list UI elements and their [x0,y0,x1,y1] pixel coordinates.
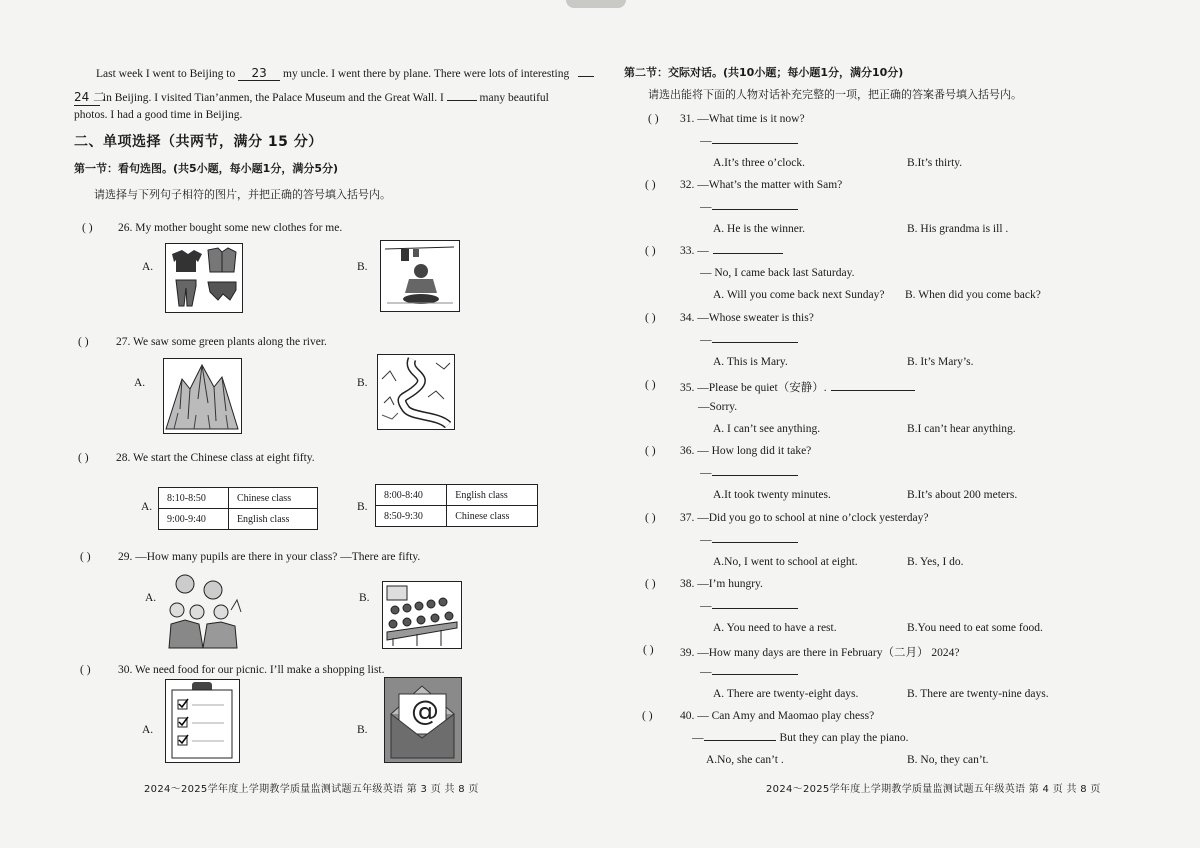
prompt-text: —What time is it now? [697,113,805,125]
question-number: 36. [680,445,695,457]
option-a-label: A. [145,592,157,604]
question-26: 26. My mother bought some new clothes for me. [118,222,343,234]
option-b: B.It’s about 200 meters. [907,489,1018,501]
footer-left: 2024～2025学年度上学期教学质量监测试题五年级英语 第 3 页 共 8 页 [144,784,479,795]
mountains-image [163,358,242,434]
washing-clothes-image [380,240,460,312]
answer-blank [712,342,798,343]
river-image [377,354,455,430]
question-number: 38. [680,578,695,590]
prompt-text: —How many days are there in February（二月） 2024? [697,647,960,659]
option-b: B. There are twenty-nine days. [907,688,1049,700]
question-number: 39. [680,647,695,659]
option-b: B. When did you come back? [905,289,1041,301]
dialog-reply [700,666,798,678]
table-row [159,488,318,509]
answer-paren[interactable]: ( ) [645,445,656,457]
option-a-label: A. [134,377,146,389]
at-sign-icon: @ [411,694,439,727]
answer-blank [831,390,915,391]
passage-text: my uncle. I went there by plane. There were lots of interesting [283,68,570,80]
reply-text: —Sorry. [698,401,738,413]
question-29: 29. —How many pupils are there in your class? —There are fifty. [118,551,421,563]
answer-paren[interactable]: ( ) [643,644,654,656]
prompt-text: — [697,245,709,257]
option-b-label: B. [359,592,370,604]
shopping-list-image [165,679,240,763]
family-image [163,570,243,650]
prompt-text: —Please be quiet（安静）. [697,382,827,394]
dialog-reply [692,732,909,744]
question-number: 40. [680,710,695,722]
part1-title: 第一节：看句选图。(共5小题，每小题1分，满分5分) [74,162,339,175]
schedule-time: 9:00-9:40 [159,509,229,530]
question-number: 35. [680,382,695,394]
dialog-prompt [680,445,811,457]
dialog-prompt [680,512,928,524]
answer-paren[interactable]: ( ) [645,245,656,257]
part2-instructions: 请选出能将下面的人物对话补充完整的一项，把正确的答案番号填入括号内。 [648,88,1022,101]
schedule-b [375,484,538,527]
reply-text: — [700,334,712,346]
option-a-label: A. [142,724,154,736]
answer-paren[interactable]: ( ) [648,113,659,125]
option-a: A. He is the winner. [713,223,805,235]
option-b: B. No, they can’t. [907,754,989,766]
answer-paren[interactable]: ( ) [645,179,656,191]
option-b-label: B. [357,377,368,389]
option-a: A. This is Mary. [713,356,788,368]
part1-instructions: 请选择与下列句子相符的图片，并把正确的答号填入括号内。 [94,188,391,201]
dialog-reply [700,135,798,147]
dialog-reply [700,267,854,279]
option-b-label: B. [357,501,368,513]
option-a: A. You need to have a rest. [713,622,837,634]
question-number: 33. [680,245,695,257]
option-a: A.It’s three o’clock. [713,157,805,169]
answer-paren[interactable]: ( ) [78,336,89,348]
option-b: B. Yes, I do. [907,556,964,568]
answer-blank-24: 24 二 [74,90,106,104]
answer-blank [712,674,798,675]
dialog-prompt [680,379,915,395]
dialog-prompt [680,179,842,191]
reply-text: — [700,666,712,678]
answer-paren[interactable]: ( ) [645,379,656,391]
part2-title: 第二节：交际对话。(共10小题；每小题1分，满分10分) [624,66,904,79]
question-number: 31. [680,113,695,125]
dialog-prompt [680,245,783,257]
schedule-class: English class [228,509,317,530]
option-a: A.No, she can’t . [706,754,784,766]
dialog-reply [700,201,798,213]
answer-blank [712,475,798,476]
reply-text: — No, I came back last Saturday. [700,267,855,279]
dialog-prompt [680,113,805,125]
option-a: A. Will you come back next Sunday? [713,289,885,301]
reply-text: — [700,467,712,479]
option-a: A. I can’t see anything. [713,423,821,435]
answer-paren[interactable]: ( ) [78,452,89,464]
answer-blank-23: 23 [238,66,280,81]
answer-blank [712,209,798,210]
dialog-prompt [680,312,814,324]
prompt-text: — How long did it take? [697,445,812,457]
schedule-class: Chinese class [228,488,317,509]
answer-paren[interactable]: ( ) [80,664,91,676]
section-title: 二、单项选择（共两节，满分 15 分） [74,134,323,150]
answer-paren[interactable]: ( ) [645,312,656,324]
prompt-text: —What’s the matter with Sam? [697,179,843,191]
reply-text: — [692,732,704,744]
passage-line-1 [96,66,594,81]
dialog-prompt [680,644,959,660]
schedule-time: 8:00-8:40 [376,485,447,506]
passage-line-2 [74,88,549,106]
table-row [376,485,538,506]
answer-blank [712,143,798,144]
answer-paren[interactable]: ( ) [642,710,653,722]
prompt-text: —Whose sweater is this? [697,312,814,324]
question-28: 28. We start the Chinese class at eight fifty. [116,452,315,464]
schedule-time: 8:50-9:30 [376,506,447,527]
question-27: 27. We saw some green plants along the river. [116,336,327,348]
option-a-label: A. [142,261,154,273]
question-number: 37. [680,512,695,524]
dialog-reply [700,467,798,479]
answer-blank [713,253,783,254]
passage-text: Last week I went to Beijing to [96,68,236,80]
option-b: B. It’s Mary’s. [907,356,974,368]
option-b: B.I can’t hear anything. [907,423,1016,435]
page-fold-shadow [566,0,626,8]
question-number: 32. [680,179,695,191]
option-b: B.You need to eat some food. [907,622,1043,634]
schedule-time: 8:10-8:50 [159,488,229,509]
dialog-reply [698,401,737,413]
email-envelope-image [384,677,462,763]
dialog-reply [700,534,798,546]
classroom-image [382,581,462,649]
schedule-class: English class [447,485,538,506]
passage-text: many beautiful [479,92,549,104]
schedule-class: Chinese class [447,506,538,527]
answer-blank [712,608,798,609]
prompt-text: —I’m hungry. [697,578,763,590]
option-a: A. There are twenty-eight days. [713,688,859,700]
reply-text: — [700,135,712,147]
answer-paren[interactable]: ( ) [80,551,91,563]
option-b-label: B. [357,724,368,736]
dialog-prompt [680,710,874,722]
reply-text: — [700,201,712,213]
reply-text: — [700,600,712,612]
table-row [376,506,538,527]
question-30: 30. We need food for our picnic. I’ll make a shopping list. [118,664,385,676]
passage-text: in Beijing. I visited Tian’anmen, the Palace Museum and the Great Wall. I [102,92,444,104]
option-b: B. His grandma is ill . [907,223,1009,235]
reply-text: — [700,534,712,546]
table-row [159,509,318,530]
clothes-image [165,243,243,313]
answer-paren[interactable]: ( ) [645,512,656,524]
option-a: A.No, I went to school at eight. [713,556,858,568]
answer-blank [704,740,776,741]
answer-paren[interactable]: ( ) [82,222,93,234]
option-b-label: B. [357,261,368,273]
option-a: A.It took twenty minutes. [713,489,831,501]
option-b: B.It’s thirty. [907,157,963,169]
prompt-text: —Did you go to school at nine o’clock yesterday? [697,512,929,524]
answer-blank [712,542,798,543]
dialog-reply [700,334,798,346]
passage-line-3: photos. I had a good time in Beijing. [74,109,243,121]
footer-right: 2024～2025学年度上学期教学质量监测试题五年级英语 第 4 页 共 8 页 [766,784,1101,795]
prompt-text: — Can Amy and Maomao play chess? [697,710,875,722]
reply-tail-text: But they can play the piano. [779,732,909,744]
dialog-prompt [680,578,763,590]
schedule-a [158,487,318,530]
option-a-label: A. [141,501,153,513]
question-number: 34. [680,312,695,324]
answer-blank-25 [447,100,477,101]
answer-blank [578,76,594,77]
dialog-reply [700,600,798,612]
answer-paren[interactable]: ( ) [645,578,656,590]
